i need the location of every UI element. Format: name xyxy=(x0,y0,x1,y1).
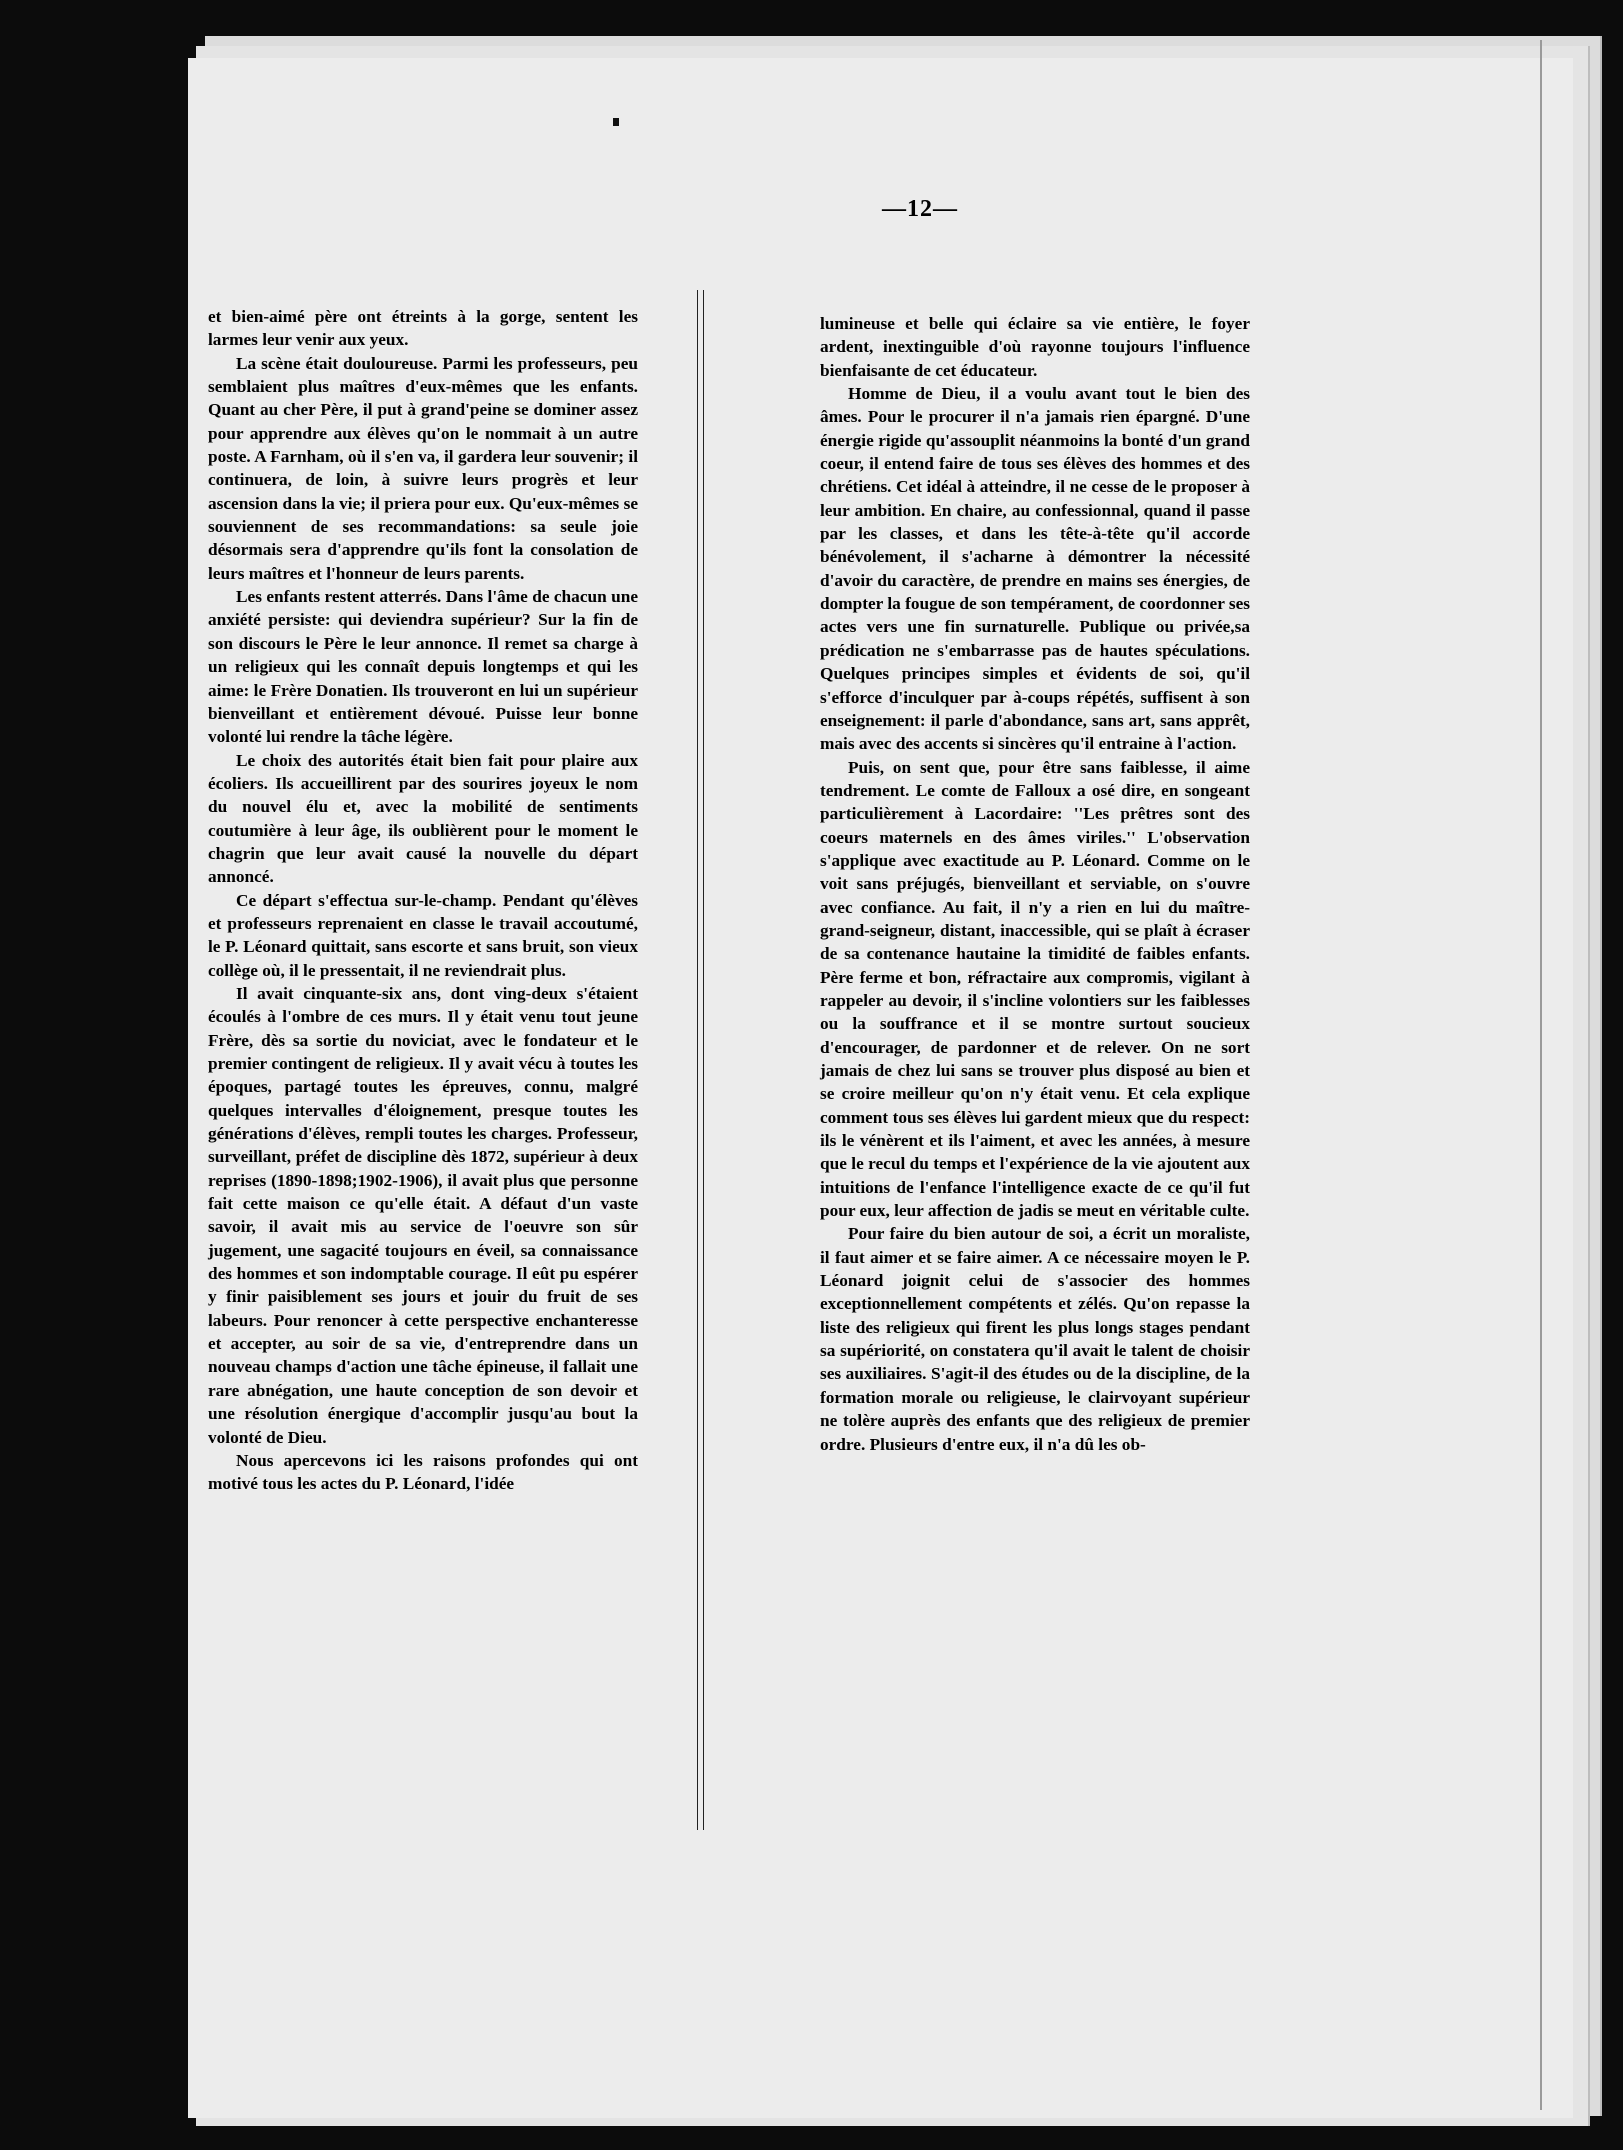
ink-dot xyxy=(613,118,619,126)
left-text-column xyxy=(208,305,638,1496)
paragraph: Il avait cinquante-six ans, dont ving-deux s'étaient écoulés à l'ombre de ces murs. Il y était venu tout jeune Frère, dès sa sortie du noviciat, avec le fondateur et le premier contingent de religieux. Il y avait vécu à toutes les époques, partagé toutes les épreuves, connu, malgré quelques intervalles d'éloignement, presque toutes les générations d'élèves, rempli toutes les charges. Professeur, surveillant, préfet de discipline dès 1872, supérieur à deux reprises (1890-1898;1902-1906), il avait plus que personne fait cette maison ce qu'elle était. A défaut d'un vaste savoir, il avait mis au service de l'oeuvre son sûr jugement, une sagacité toujours en éveil, sa connaissance des hommes et son indomptable courage. Il eût pu espérer y finir paisiblement ses jours et jouir du fruit de ses labeurs. Pour renoncer à cette perspective enchanteresse et accepter, au soir de sa vie, d'entreprendre dans un nouveau champs d'action une tâche épineuse, il fallait une rare abnégation, une haute conception de son devoir et une résolution énergique d'accomplir jusqu'au bout la volonté de Dieu. xyxy=(208,983,638,1447)
page-number: —12— xyxy=(882,196,958,222)
page-edge-shadow xyxy=(1540,40,1542,2110)
paragraph-continuation: lumineuse et belle qui éclaire sa vie entière, le foyer ardent, inextinguible d'où rayonne toujours l'influence bienfaisante de cet éducateur. xyxy=(820,314,1250,380)
paragraph: La scène était douloureuse. Parmi les professeurs, peu semblaient plus maîtres d'eux-mêmes que les enfants. Quant au cher Père, il put à grand'peine se dominer assez pour apprendre aux élèves qu'on le nommait à un autre poste. A Farnham, où il s'en va, il gardera leur souvenir; il continuera, de loin, à suivre leurs progrès et leur ascension dans la vie; il priera pour eux. Qu'eux-mêmes se souviennent de ses recommandations: sa seule joie désormais sera d'apprendre qu'ils font la consolation de leurs maîtres et l'honneur de leurs parents. xyxy=(208,353,638,583)
paragraph-continuation: et bien-aimé père ont étreints à la gorge, sentent les larmes leur venir aux yeux. xyxy=(208,307,638,350)
paragraph: Nous apercevons ici les raisons profondes qui ont motivé tous les actes du P. Léonard, l'idée xyxy=(208,1450,638,1494)
paragraph: Homme de Dieu, il a voulu avant tout le bien des âmes. Pour le procurer il n'a jamais rien épargné. D'une énergie rigide qu'assouplit néanmoins la bonté d'un grand coeur, il entend faire de tous ses élèves des hommes et des chrétiens. Cet idéal à atteindre, il ne cesse de le proposer à leur ambition. En chaire, au confessionnal, quand il passe par les classes, et dans les tête-à-tête qu'il accorde bénévolement, il s'acharne à démontrer la nécessité d'avoir du caractère, de prendre en mains ses énergies, de dompter la fougue de son tempérament, de coordonner ses actes vers une fin surnaturelle. Publique ou privée,sa prédication ne s'embarrasse pas de hautes spéculations. Quelques principes simples et évidents de soi, qu'il s'efforce d'inculquer par à-coups répétés, suffisent à son enseignement: il parle d'abondance, sans art, sans apprêt, mais avec des accents si sincères qu'il entraine à l'action. xyxy=(820,384,1250,754)
paragraph: Pour faire du bien autour de soi, a écrit un moraliste, il faut aimer et se faire aimer. A ce nécessaire moyen le P. Léonard joignit celui de s'associer des hommes exceptionnellement compétents et zélés. Qu'on repasse la liste des religieux qui firent les plus longs stages pendant sa supériorité, on constatera qu'il avait le talent de choisir ses auxiliaires. S'agit-il des études ou de la discipline, de la formation morale ou religieuse, le clairvoyant supérieur ne tolère auprès des enfants que des religieux de premier ordre. Plusieurs d'entre eux, il n'a dû les ob- xyxy=(820,1224,1250,1454)
paragraph: Les enfants restent atterrés. Dans l'âme de chacun une anxiété persiste: qui deviendra supérieur? Sur la fin de son discours le Père le leur annonce. Il remet sa charge à un religieux qui les connaît depuis longtemps et qui les aime: le Frère Donatien. Ils trouveront en lui un supérieur bienveillant et entièrement dévoué. Puisse leur bonne volonté lui rendre la tâche légère. xyxy=(208,587,638,747)
column-divider xyxy=(697,290,704,1830)
paragraph: Ce départ s'effectua sur-le-champ. Pendant qu'élèves et professeurs reprenaient en classe le travail accoutumé, le P. Léonard quittait, sans escorte et sans bruit, son vieux collège où, il le pressentait, il ne reviendrait plus. xyxy=(208,890,638,980)
paragraph: Le choix des autorités était bien fait pour plaire aux écoliers. Ils accueillirent par des sourires joyeux le nom du nouvel élu et, avec la mobilité de sentiments coutumière à leur âge, ils oublièrent pour le moment le chagrin que leur avait causé la nouvelle du départ annoncé. xyxy=(208,750,638,887)
right-text-column xyxy=(820,312,1250,1456)
paragraph: Puis, on sent que, pour être sans faiblesse, il aime tendrement. Le comte de Falloux a osé dire, en songeant particulièrement à Lacordaire: ''Les prêtres sont des coeurs maternels en des âmes viriles.'' L'observation s'applique avec exactitude au P. Léonard. Comme on le voit sans préjugés, bienveillant et serviable, on s'ouvre avec confiance. Au fait, il n'y a rien en lui du maître-grand-seigneur, distant, inaccessible, qui se plaît à écraser de sa contenance hautaine la timidité de faibles enfants. Père ferme et bon, réfractaire aux compromis, vigilant à rappeler au devoir, il s'incline volontiers sur les faiblesses ou la souffrance et il se montre surtout soucieux d'encourager, de pardonner et de relever. On ne sort jamais de chez lui sans se trouver plus disposé au bien et se croire meilleur qu'on n'y était venu. Et cela explique comment tous ses élèves lui gardent mieux que du respect: ils le vénèrent et ils l'aiment, et avec les années, à mesure que le recul du temps et l'expérience de la vie ajoutent aux intuitions de l'enfance l'intelligence exacte de ce qu'il fut pour eux, leur affection de jadis se meut en véritable culte. xyxy=(820,757,1250,1221)
